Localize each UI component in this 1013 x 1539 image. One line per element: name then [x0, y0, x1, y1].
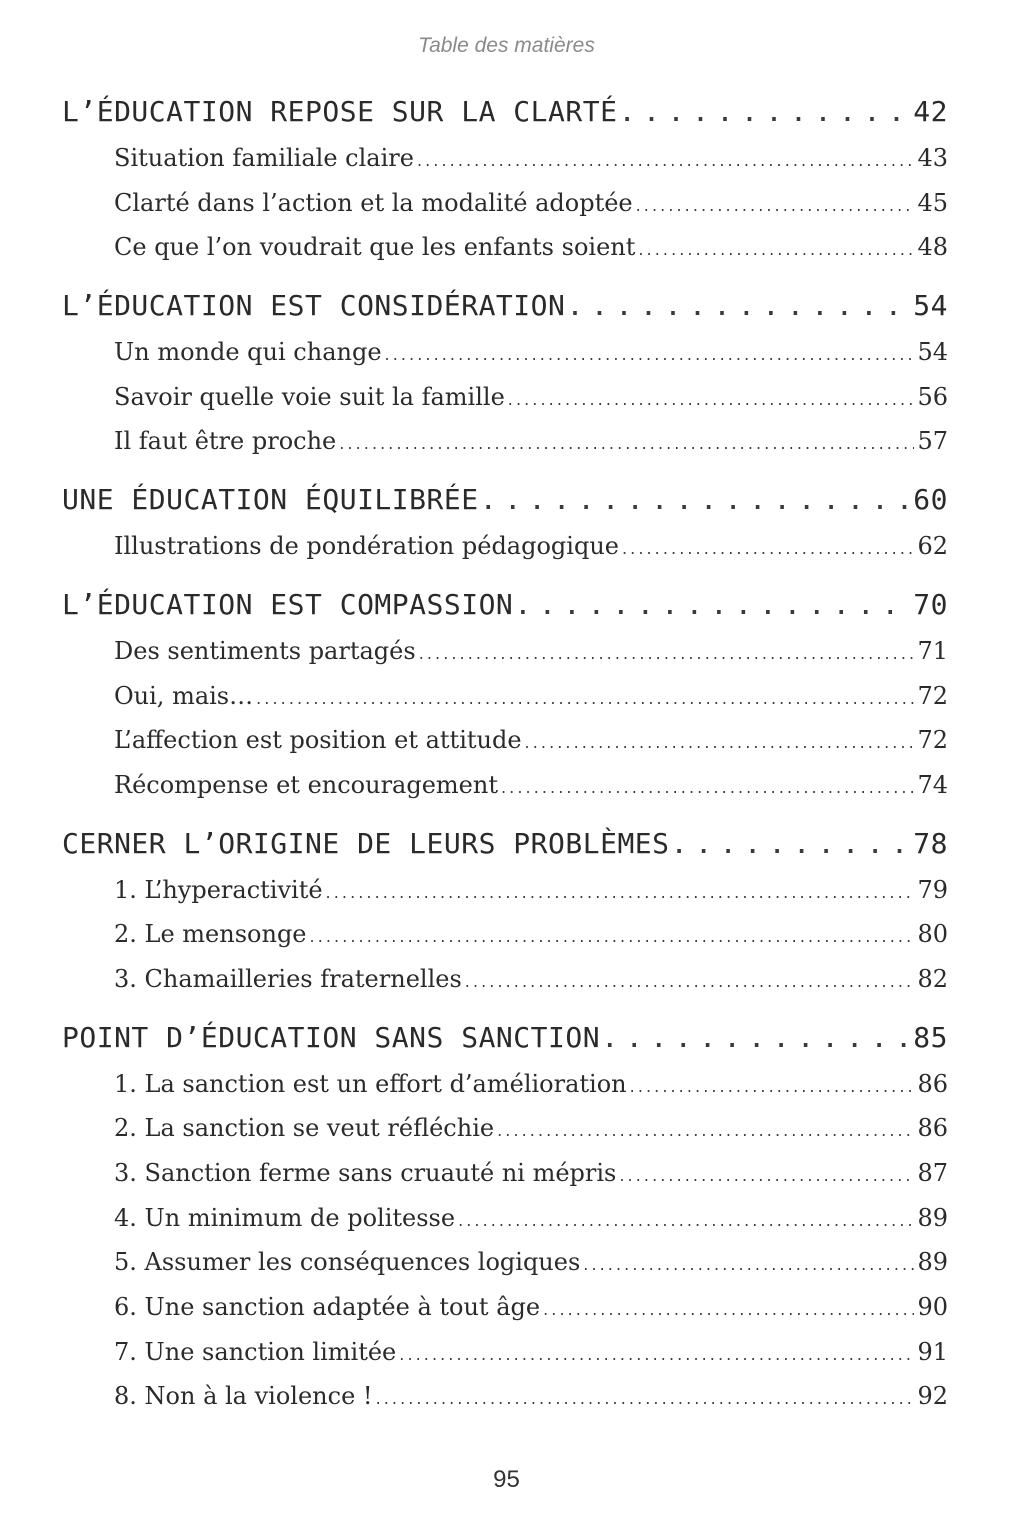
entry-title: Savoir quelle voie suit la famille — [114, 382, 505, 411]
toc-entry-row[interactable] — [62, 136, 948, 181]
chapter-page-number: 60 — [913, 483, 948, 517]
chapter-page-number: 85 — [913, 1020, 948, 1054]
dot-leader — [310, 915, 915, 960]
toc-entry-row[interactable] — [62, 1106, 948, 1151]
dot-leader — [673, 823, 911, 871]
entry-page-number: 56 — [917, 382, 948, 411]
chapter-title: UNE ÉDUCATION ÉQUILIBRÉE — [62, 483, 479, 517]
entry-page-number: 89 — [917, 1248, 948, 1277]
entry-page-number: 90 — [917, 1293, 948, 1322]
toc-section — [62, 88, 948, 270]
entry-page-number: 45 — [917, 188, 948, 217]
toc-entry-row[interactable] — [62, 1285, 948, 1330]
dot-leader — [326, 871, 915, 916]
entry-title: Ce que l’on voudrait que les enfants soient — [114, 233, 636, 262]
toc-entry-row[interactable] — [62, 375, 948, 420]
toc-entry-row[interactable] — [62, 912, 948, 957]
entry-title: 1. L’hyperactivité — [114, 875, 323, 904]
page-number: 95 — [493, 1466, 520, 1493]
dot-leader — [417, 139, 915, 184]
entry-page-number: 80 — [917, 920, 948, 949]
dot-leader — [620, 91, 910, 139]
chapter-page-number: 70 — [913, 587, 948, 621]
toc-entry-row[interactable] — [62, 1374, 948, 1419]
entry-title: 7. Une sanction limitée — [114, 1337, 397, 1366]
entry-title: 2. Le mensonge — [114, 920, 307, 949]
toc-entry-row[interactable] — [62, 419, 948, 464]
toc-entry-row[interactable] — [62, 1240, 948, 1285]
entry-page-number: 89 — [917, 1203, 948, 1232]
toc-entry-row[interactable] — [62, 330, 948, 375]
toc-entry-row[interactable] — [62, 763, 948, 808]
entry-title: 4. Un minimum de politesse — [114, 1203, 456, 1232]
entry-page-number: 82 — [917, 964, 948, 993]
dot-leader — [568, 285, 910, 333]
toc-entry-row[interactable] — [62, 524, 948, 569]
entry-title: Illustrations de pondération pédagogique — [114, 532, 619, 561]
toc-section — [62, 282, 948, 464]
dot-leader — [458, 1199, 914, 1244]
entry-page-number: 86 — [917, 1069, 948, 1098]
toc-entry-row[interactable] — [62, 181, 948, 226]
entry-page-number: 87 — [917, 1159, 948, 1187]
entry-title: Récompense et encouragement — [114, 770, 498, 799]
entry-page-number: 92 — [917, 1382, 948, 1411]
entry-page-number: 72 — [917, 681, 948, 710]
toc-entry-row[interactable] — [62, 1062, 948, 1107]
dot-leader — [622, 527, 914, 572]
toc-chapter-row[interactable] — [62, 581, 948, 629]
dot-leader — [508, 378, 915, 423]
entry-title: L’affection est position et attitude — [114, 726, 522, 755]
dot-leader — [465, 960, 915, 1005]
chapter-title: CERNER L’ORIGINE DE LEURS PROBLÈMES — [62, 826, 670, 860]
entry-page-number: 86 — [917, 1114, 948, 1143]
entry-page-number: 54 — [917, 338, 948, 367]
dot-leader — [603, 1017, 910, 1065]
chapter-page-number: 42 — [913, 95, 948, 128]
entry-page-number: 57 — [917, 427, 948, 456]
chapter-page-number: 54 — [913, 289, 948, 323]
dot-leader — [525, 721, 915, 766]
toc-chapter-row[interactable] — [62, 1014, 948, 1062]
entry-title: 5. Assumer les conséquences logiques — [114, 1248, 581, 1277]
dot-leader — [501, 766, 914, 811]
chapter-title: L’ÉDUCATION REPOSE SUR LA CLARTÉ — [62, 95, 618, 128]
entry-page-number: 74 — [917, 770, 948, 799]
toc-chapter-row[interactable] — [62, 88, 948, 136]
entry-title: 6. Une sanction adaptée à tout âge — [114, 1293, 541, 1322]
toc-chapter-row[interactable] — [62, 820, 948, 868]
entry-title: Un monde qui change — [114, 338, 382, 367]
entry-title: Oui, mais… — [114, 681, 254, 710]
chapter-page-number: 78 — [913, 826, 948, 860]
entry-title: Clarté dans l’action et la modalité adoptée — [114, 188, 633, 217]
dot-leader — [399, 1333, 914, 1378]
dot-leader — [543, 1288, 914, 1333]
toc-entry-row[interactable] — [62, 718, 948, 763]
dot-leader — [497, 1109, 914, 1154]
entry-page-number: 79 — [917, 875, 948, 904]
toc-section — [62, 476, 948, 569]
toc-entry-row[interactable] — [62, 674, 948, 719]
toc-chapter-row[interactable] — [62, 476, 948, 524]
entry-title: 2. La sanction se veut réfléchie — [114, 1114, 495, 1143]
dot-leader — [630, 1065, 915, 1110]
toc-entry-row[interactable] — [62, 1151, 948, 1196]
toc-entry-row[interactable] — [62, 225, 948, 270]
dot-leader — [339, 422, 914, 467]
entry-page-number: 72 — [917, 726, 948, 755]
dot-leader — [256, 677, 914, 722]
entry-title: 3. Sanction ferme sans cruauté ni mépris — [114, 1159, 617, 1187]
entry-title: Il faut être proche — [114, 427, 337, 456]
entry-title: 1. La sanction est un effort d’amélioration — [114, 1069, 627, 1098]
dot-leader — [619, 1154, 914, 1199]
dot-leader — [376, 1377, 915, 1422]
toc-section — [62, 1014, 948, 1420]
toc-chapter-row[interactable] — [62, 282, 948, 330]
entry-title: 8. Non à la violence ! — [114, 1382, 373, 1411]
toc-section — [62, 820, 948, 1002]
entry-title: Des sentiments partagés — [114, 636, 416, 665]
chapter-title: POINT D’ÉDUCATION SANS SANCTION — [62, 1020, 601, 1054]
running-header: Table des matières — [418, 34, 595, 57]
entry-title: 3. Chamailleries fraternelles — [114, 964, 462, 993]
entry-page-number: 43 — [917, 144, 948, 172]
entry-page-number: 62 — [917, 532, 948, 561]
table-of-contents — [62, 88, 948, 1419]
dot-leader — [516, 584, 910, 632]
dot-leader — [583, 1243, 914, 1288]
dot-leader — [419, 632, 915, 677]
toc-entry-row[interactable] — [62, 957, 948, 1002]
toc-entry-row[interactable] — [62, 1196, 948, 1241]
toc-entry-row[interactable] — [62, 868, 948, 913]
dot-leader — [385, 333, 915, 378]
dot-leader — [636, 184, 915, 229]
chapter-title: L’ÉDUCATION EST COMPASSION — [62, 587, 514, 621]
entry-page-number: 71 — [917, 636, 948, 665]
dot-leader — [638, 228, 914, 273]
chapter-title: L’ÉDUCATION EST CONSIDÉRATION — [62, 289, 566, 323]
entry-title: Situation familiale claire — [114, 144, 414, 172]
toc-section — [62, 581, 948, 808]
dot-leader — [482, 479, 911, 527]
entry-page-number: 91 — [917, 1337, 948, 1366]
entry-page-number: 48 — [917, 233, 948, 262]
toc-entry-row[interactable] — [62, 629, 948, 674]
toc-entry-row[interactable] — [62, 1330, 948, 1375]
